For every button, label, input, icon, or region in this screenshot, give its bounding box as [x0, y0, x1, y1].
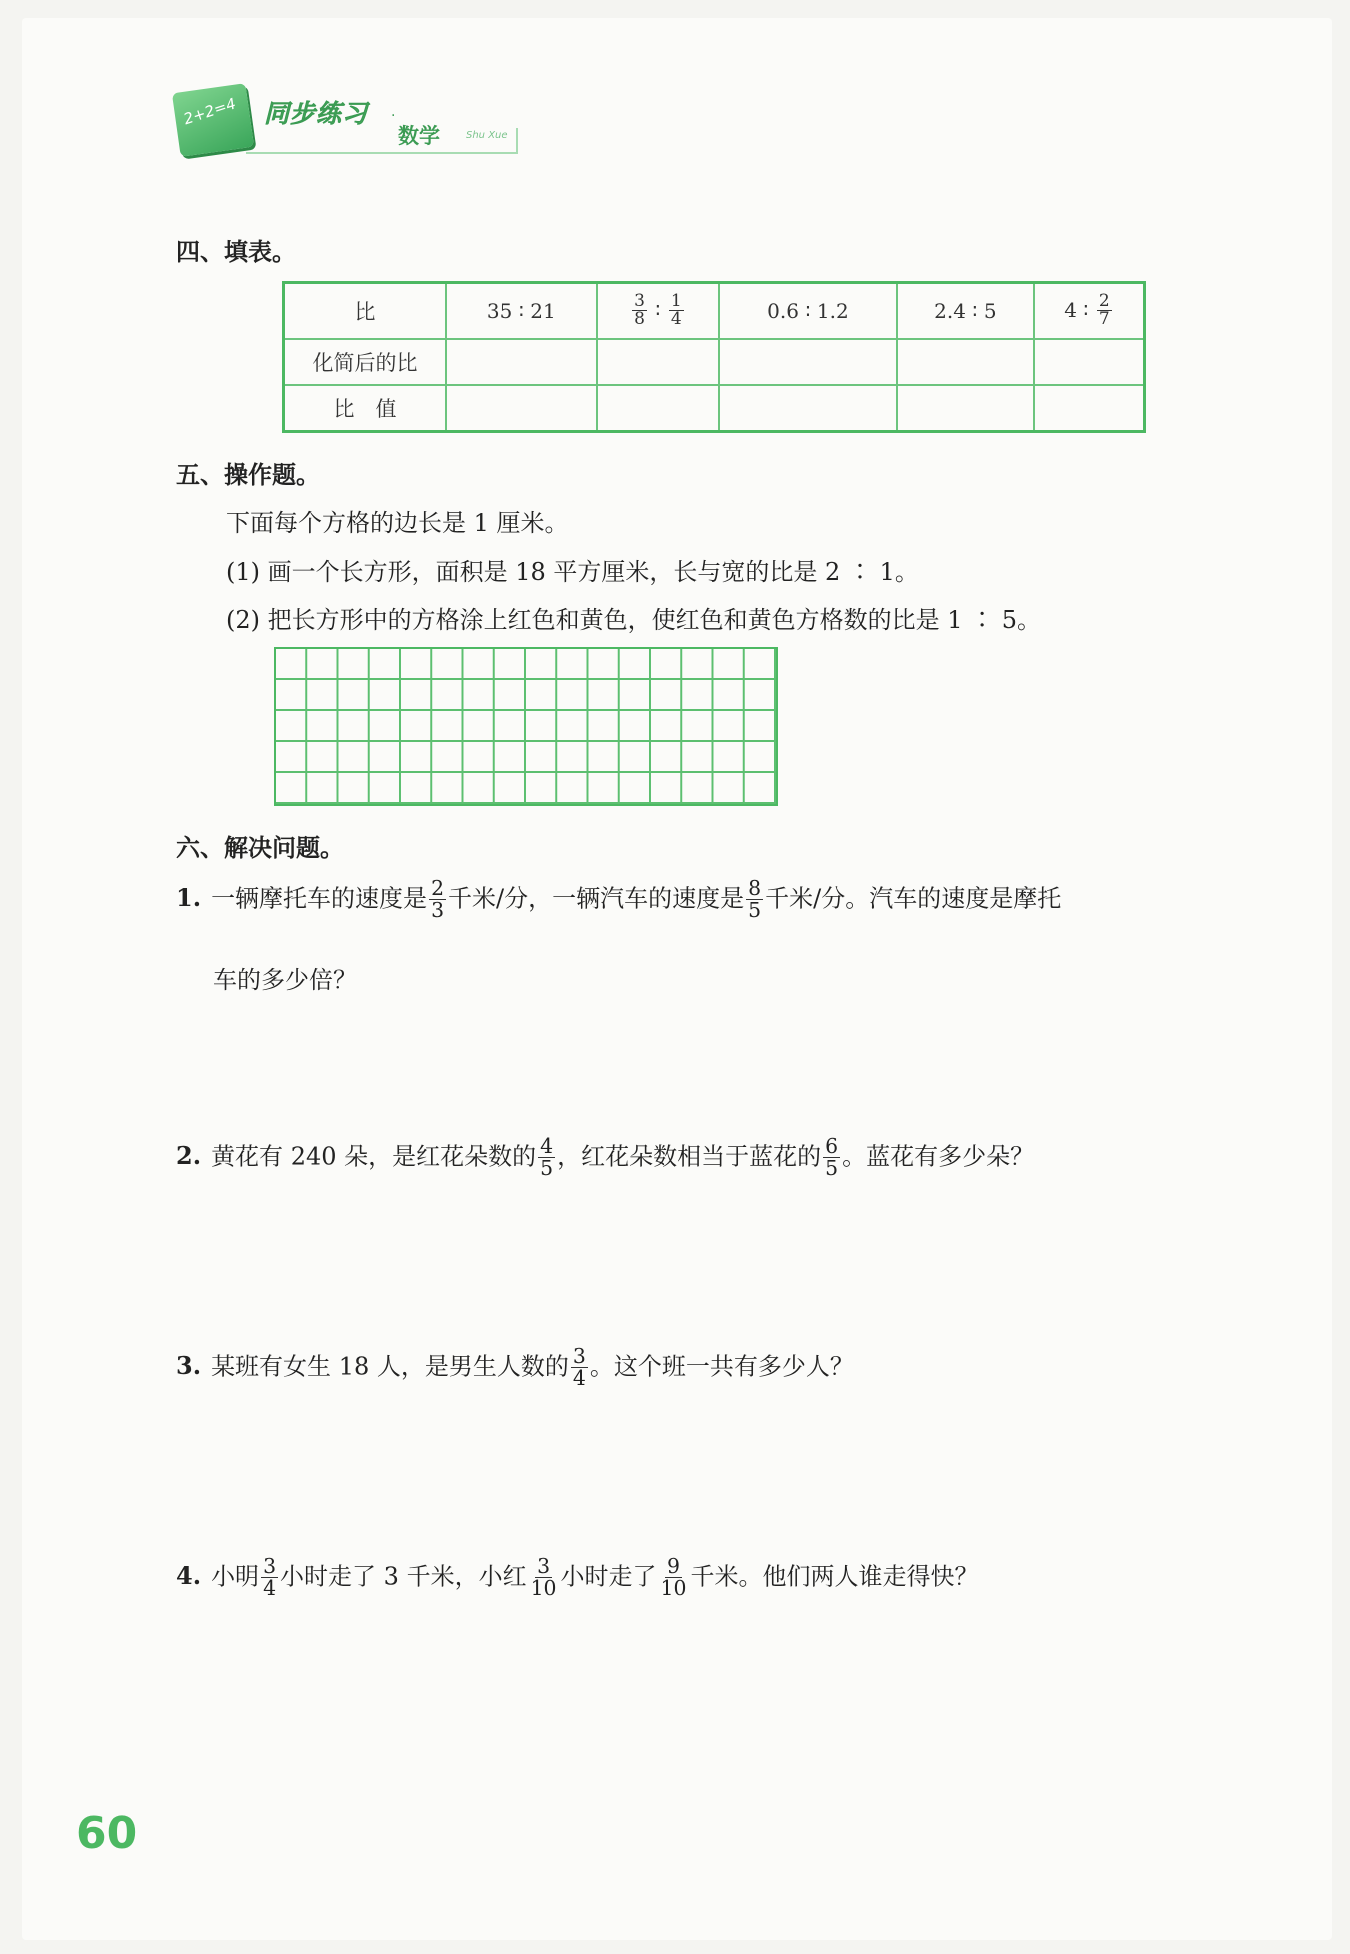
answer-cell[interactable]	[897, 385, 1034, 432]
blackboard-icon	[172, 83, 254, 157]
table-row	[284, 339, 1145, 385]
ratio-table	[282, 281, 1146, 433]
header-logo	[176, 82, 526, 168]
fraction: $\frac{2}{7}$	[1098, 290, 1110, 330]
section5-heading: 五、操作题。	[176, 461, 320, 489]
answer-cell[interactable]	[719, 339, 897, 385]
fraction: $\frac{6}{5}$	[825, 1134, 839, 1181]
fraction: $\frac{3}{4}$	[572, 1344, 586, 1391]
answer-cell[interactable]	[446, 339, 597, 385]
board-text: 2+2=4	[181, 94, 239, 129]
answer-cell[interactable]	[719, 385, 897, 432]
subject-title: 数学	[398, 124, 440, 148]
answer-cell[interactable]	[1034, 339, 1145, 385]
fraction: $\frac{4}{5}$	[540, 1134, 554, 1181]
section5-intro: 下面每个方格的边长是 1 厘米。	[226, 509, 569, 537]
fraction: $\frac{3}{4}$	[263, 1554, 277, 1601]
table-row	[284, 385, 1145, 432]
answer-cell[interactable]	[597, 339, 719, 385]
ratio-sign: ∶	[655, 297, 661, 322]
answer-cell[interactable]	[597, 385, 719, 432]
fraction: $\frac{8}{5}$	[748, 876, 762, 923]
fraction: $\frac{9}{10}$	[660, 1554, 687, 1601]
fraction: $\frac{2}{3}$	[431, 876, 445, 923]
fraction: $\frac{3}{10}$	[530, 1554, 557, 1601]
section5-item2: (2) 把长方形中的方格涂上红色和黄色，使红色和黄色方格数的比是 1 ∶ 5。	[226, 606, 1042, 634]
question-2: 2. 黄花有 240 朵，是红花朵数的 $\frac{4}{5}$ ，红花朵数相当于蓝花的 $\frac{6}{5}$ 。蓝花有多少朵？	[176, 1134, 1035, 1181]
cell-ratio-35-21: 35 ∶ 21	[446, 283, 597, 339]
subject-pinyin: Shu Xue	[466, 130, 508, 141]
cell-ratio-24-5: 2.4 ∶ 5	[897, 283, 1034, 339]
answer-cell[interactable]	[897, 339, 1034, 385]
fraction: $\frac{1}{4}$	[670, 290, 682, 330]
row-label-ratio: 比	[284, 283, 447, 339]
table-row	[284, 283, 1145, 339]
cell-ratio-4-frac: 4 ∶ $\frac{2}{7}$	[1034, 283, 1145, 339]
question-3: 3. 某班有女生 18 人，是男生人数的 $\frac{3}{4}$ 。这个班一共有多少人？	[176, 1344, 854, 1391]
series-title: 同步练习	[264, 99, 369, 128]
cell-ratio-fractions	[597, 283, 719, 339]
page-number: 60	[76, 1808, 138, 1859]
question-1: 1. 一辆摩托车的速度是 $\frac{2}{3}$ 千米/分，一辆汽车的速度是 $\frac{8}{5}$ 千米/分。汽车的速度是摩托	[176, 876, 1062, 923]
answer-cell[interactable]	[446, 385, 597, 432]
header-divider	[516, 128, 518, 154]
question-4: 4. 小明 $\frac{3}{4}$ 小时走了 3 千米，小红 $\frac{3}{10}$ 小时走了 $\frac{9}{10}$ 千米。他们两人谁走得快？	[176, 1554, 979, 1601]
row-label-simplified: 化简后的比	[284, 339, 447, 385]
fraction: $\frac{3}{8}$	[634, 290, 645, 330]
cell-ratio-06-12: 0.6 ∶ 1.2	[719, 283, 897, 339]
section5-item1: (1) 画一个长方形，面积是 18 平方厘米，长与宽的比是 2 ∶ 1。	[226, 558, 919, 586]
answer-cell[interactable]	[1034, 385, 1145, 432]
title-dot: ·	[391, 108, 396, 124]
row-label-value: 比 值	[284, 385, 447, 432]
question-1-line2: 车的多少倍？	[213, 966, 357, 994]
header-underline	[246, 152, 518, 154]
section6-heading: 六、解决问题。	[176, 834, 344, 862]
section4-heading: 四、填表。	[176, 238, 296, 266]
square-grid[interactable]	[274, 647, 778, 806]
